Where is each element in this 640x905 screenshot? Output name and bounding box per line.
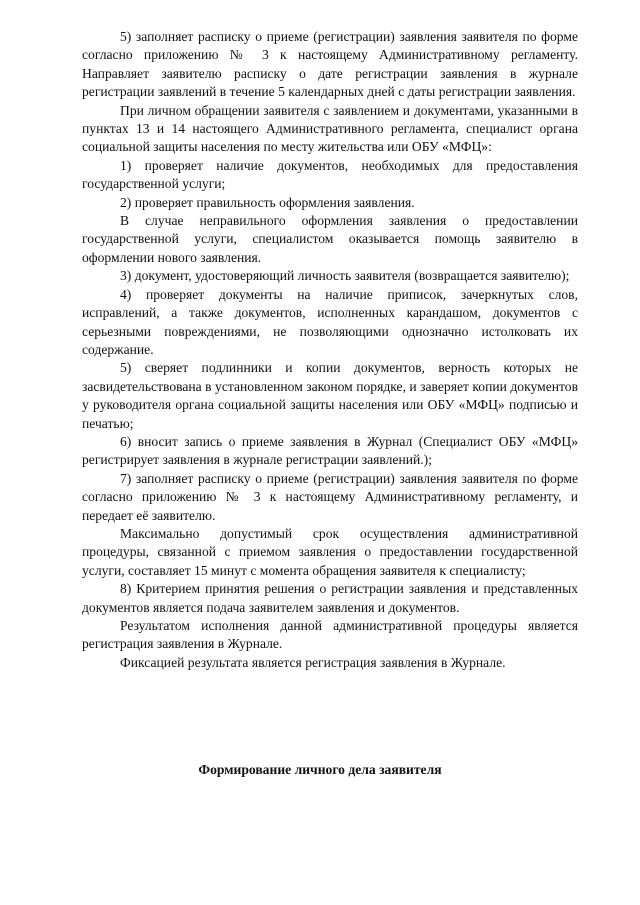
paragraph-check-1: 1) проверяет наличие документов, необходимых для предоставления государственной услуги;	[82, 157, 578, 192]
section-heading: Формирование личного дела заявителя	[198, 762, 442, 777]
paragraph-personal-appeal: При личном обращении заявителя с заявлением и документами, указанными в пунктах 13 и 14 настоящего Административного регламента, специалист органа социальной защиты населения по месту жительства или ОБУ «МФЦ»:	[82, 102, 578, 155]
paragraph-check-2: 2) проверяет правильность оформления заявления.	[120, 194, 415, 210]
paragraph-verify-copies-5: 5) сверяет подлинники и копии документов, верность которых не засвидетельствована в установленном законом порядке, и заверяет копии документов у руководителя органа социальной защиты населения или ОБУ «МФЦ» подписью и печатью;	[82, 360, 578, 431]
paragraph-check-documents-4: 4) проверяет документы на наличие приписок, зачеркнутых слов, исправлений, а также документов, исполненных карандашом, документов с серьезными повреждениями, не позволяющими однозначно истолковать их содержание.	[82, 286, 578, 357]
document-body	[82, 28, 578, 672]
paragraph-journal-6: 6) вносит запись о приеме заявления в Журнал (Специалист ОБУ «МФЦ» регистрирует заявления в журнале регистрации заявлений.);	[82, 433, 578, 468]
paragraph-criterion-8: 8) Критерием принятия решения о регистрации заявления и представленных документов является подача заявителем заявления и документов.	[82, 581, 578, 615]
paragraph-incorrect-form: В случае неправильного оформления заявления о предоставлении государственной услуги, специалистом оказывается помощь заявителю в оформлении нового заявления.	[82, 213, 578, 265]
paragraph-fixation: Фиксацией результата является регистрация заявления в Журнале.	[120, 654, 506, 670]
paragraph-receipt-5: 5) заполняет расписку о приеме (регистрации) заявления заявителя по форме согласно приложению № 3 к настоящему Административному регламенту. Направляет заявителю расписку о дате регистрации заявления в журнале регистрации заявлений в течение 5 календарных дней с даты регистрации заявления.	[82, 29, 578, 100]
paragraph-identity-3: 3) документ, удостоверяющий личность заявителя (возвращается заявителю);	[120, 268, 570, 284]
paragraph-max-time: Максимально допустимый срок осуществления административной процедуры, связанной с приемом заявления о предоставлении государственной услуги, составляет 15 минут с момента обращения заявителя к специалисту;	[82, 525, 578, 578]
paragraph-result: Результатом исполнения данной административной процедуры является регистрация заявления в Журнале.	[82, 618, 578, 652]
paragraph-receipt-7: 7) заполняет расписку о приеме (регистрации) заявления заявителя по форме согласно приложению № 3 к настоящему Административному регламенту, и передает её заявителю.	[82, 470, 578, 523]
